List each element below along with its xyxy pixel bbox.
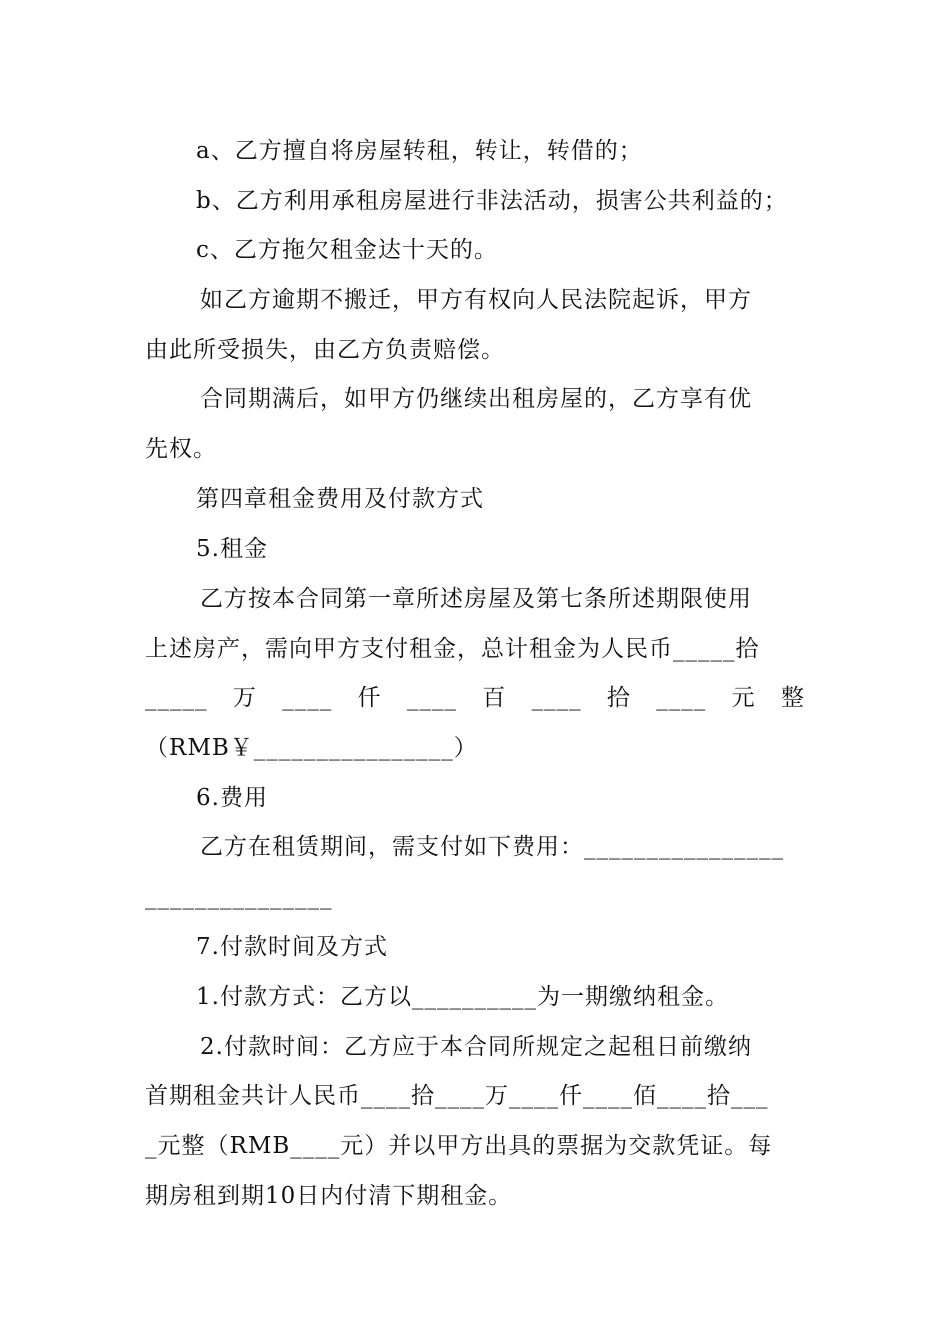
paragraph-line: 如乙方逾期不搬迁，甲方有权向人民法院起诉，甲方 [200,287,752,313]
paragraph-line: 首期租金共计人民币____拾____万____仟____佰____拾___ [145,1083,769,1109]
paragraph-line: 乙方在租赁期间，需支付如下费用：________________ [200,834,784,860]
paragraph-line: _元整（RMB____元）并以甲方出具的票据为交款凭证。每 [145,1133,773,1159]
paragraph-line: 合同期满后，如甲方仍继续出租房屋的，乙方享有优 [200,386,752,412]
unit-label: 百 [482,685,507,711]
blank-field: ____ [406,685,457,711]
blank-line: _______________ [145,884,333,910]
section-heading-payment: 7.付款时间及方式 [196,934,388,960]
unit-label: 元 [731,685,756,711]
unit-label: 拾 [606,685,631,711]
clause-a: a、乙方擅自将房屋转租，转让，转借的； [196,138,643,164]
blank-field: ____ [656,685,707,711]
paragraph-line: 由此所受损失，由乙方负责赔偿。 [145,337,505,363]
blank-field: _____ [145,685,208,711]
blank-field: ____ [282,685,333,711]
section-heading-fees: 6.费用 [196,785,268,811]
clause-b: b、乙方利用承租房屋进行非法活动，损害公共利益的； [196,188,788,214]
rmb-amount-line: （RMB￥________________） [145,735,478,761]
rent-amount-line [145,683,805,713]
section-heading-rent: 5.租金 [196,536,268,562]
unit-label: 仟 [357,685,382,711]
paragraph-line: 乙方按本合同第一章所述房屋及第七条所述期限使用 [200,586,752,612]
clause-c: c、乙方拖欠租金达十天的。 [196,237,498,263]
paragraph-line: 上述房产，需向甲方支付租金，总计租金为人民币_____拾 [145,636,760,662]
payment-method-line: 1.付款方式：乙方以__________为一期缴纳租金。 [196,984,729,1010]
paragraph-line: 先权。 [145,436,217,462]
payment-time-line: 2.付款时间：乙方应于本合同所规定之起租日前缴纳 [200,1034,752,1060]
unit-label: 万 [232,685,257,711]
blank-field: ____ [531,685,582,711]
unit-label: 整 [780,685,805,711]
paragraph-line: 期房租到期10日内付清下期租金。 [145,1183,513,1209]
chapter-heading: 第四章租金费用及付款方式 [196,486,484,512]
